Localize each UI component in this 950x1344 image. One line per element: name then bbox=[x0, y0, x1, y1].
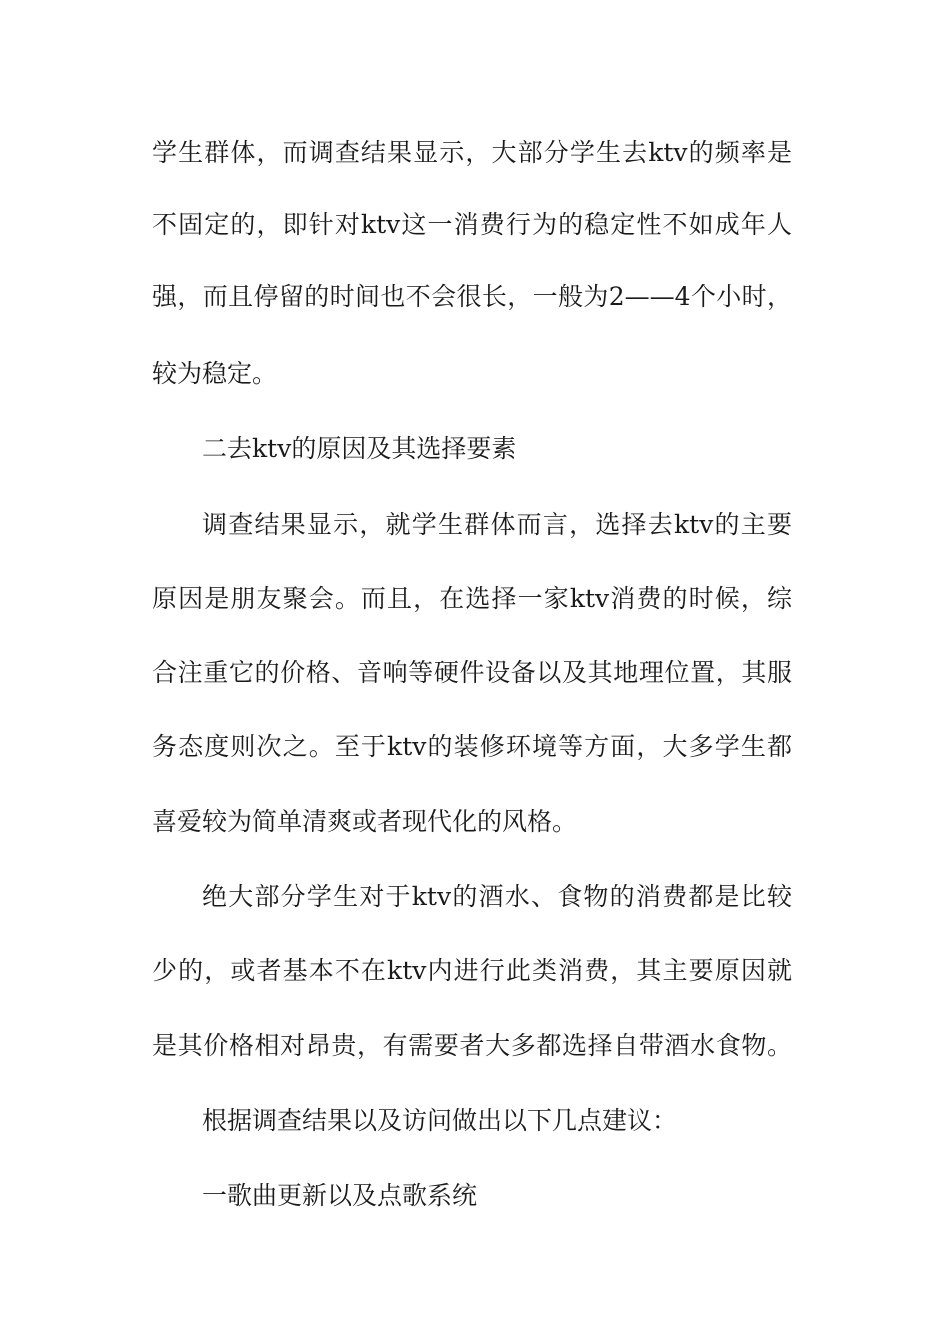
paragraph-line: 较为稳定。 bbox=[152, 359, 278, 388]
paragraph-line: 根据调查结果以及访问做出以下几点建议： bbox=[202, 1106, 678, 1135]
section-heading: 二去ktv的原因及其选择要素 bbox=[202, 434, 517, 463]
section-heading: 一歌曲更新以及点歌系统 bbox=[202, 1181, 478, 1210]
paragraph-line: 不固定的，即针对ktv这一消费行为的稳定性不如成年人 bbox=[152, 210, 792, 239]
paragraph-line: 少的，或者基本不在ktv内进行此类消费，其主要原因就 bbox=[152, 956, 792, 985]
paragraph-line: 原因是朋友聚会。而且，在选择一家ktv消费的时候，综 bbox=[152, 584, 792, 613]
paragraph-line: 绝大部分学生对于ktv的酒水、食物的消费都是比较 bbox=[202, 882, 792, 911]
paragraph-line: 喜爱较为简单清爽或者现代化的风格。 bbox=[152, 807, 578, 836]
paragraph-line: 合注重它的价格、音响等硬件设备以及其地理位置，其服 bbox=[152, 658, 792, 687]
paragraph-line: 调查结果显示，就学生群体而言，选择去ktv的主要 bbox=[202, 510, 792, 539]
paragraph-line: 务态度则次之。至于ktv的装修环境等方面，大多学生都 bbox=[152, 732, 792, 761]
paragraph-line: 学生群体，而调查结果显示，大部分学生去ktv的频率是 bbox=[152, 138, 792, 167]
paragraph-line: 是其价格相对昂贵，有需要者大多都选择自带酒水食物。 bbox=[152, 1031, 792, 1060]
paragraph-line: 强，而且停留的时间也不会很长，一般为2——4个小时， bbox=[152, 282, 792, 311]
